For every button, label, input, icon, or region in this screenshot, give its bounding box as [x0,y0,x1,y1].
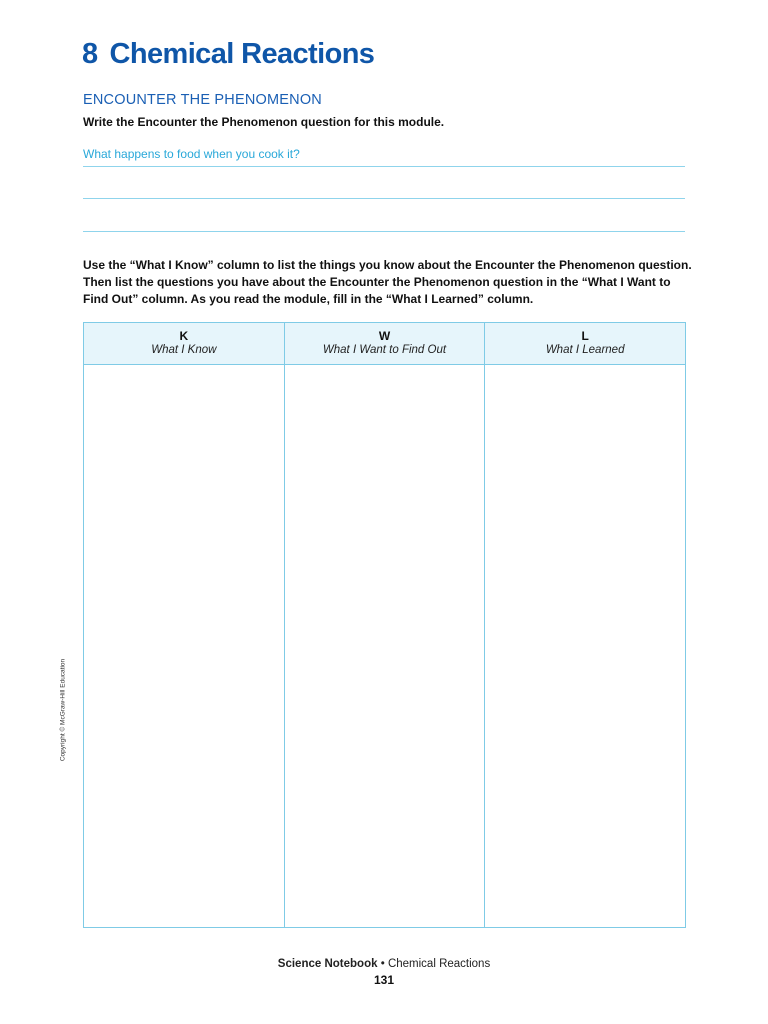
column-header-l [485,323,686,365]
column-label: What I Learned [545,344,625,356]
module-title: Chemical Reactions [109,38,375,70]
what-i-want-to-find-out-cell[interactable] [284,365,485,928]
copyright-notice: Copyright © McGraw-Hill Education [59,658,67,762]
page-footer [0,958,768,970]
column-letter: W [378,329,391,343]
footer-separator: • [380,958,385,970]
section-heading: ENCOUNTER THE PHENOMENON [83,92,322,108]
kwl-chart [83,322,686,928]
column-label: What I Know [151,344,217,356]
footer-book-title: Science Notebook [277,958,378,970]
footer-chapter-title: Chemical Reactions [387,958,491,970]
answer-line-1[interactable] [83,166,685,167]
column-label: What I Want to Find Out [322,344,447,356]
kwl-directions: Use the “What I Know” column to list the things you know about the Encounter the Phenomenon question. Then list the questions you have about the Encounter the Phenomenon question in the “What I Want to Find Out” column. As you read the module, fill in the “What I Learned” column. [83,258,692,306]
question-instruction: Write the Encounter the Phenomenon question for this module. [83,115,445,129]
page-title [82,38,374,71]
answer-line-2[interactable] [83,198,685,199]
column-letter: K [179,329,189,343]
answer-line-3[interactable] [83,231,685,232]
page-number: 131 [373,973,395,987]
column-header-w [284,323,485,365]
module-number: 8 [82,38,98,70]
column-letter: L [581,329,589,343]
column-header-k [84,323,285,365]
what-i-learned-cell[interactable] [485,365,686,928]
answer-text: What happens to food when you cook it? [83,147,300,161]
what-i-know-cell[interactable] [84,365,285,928]
